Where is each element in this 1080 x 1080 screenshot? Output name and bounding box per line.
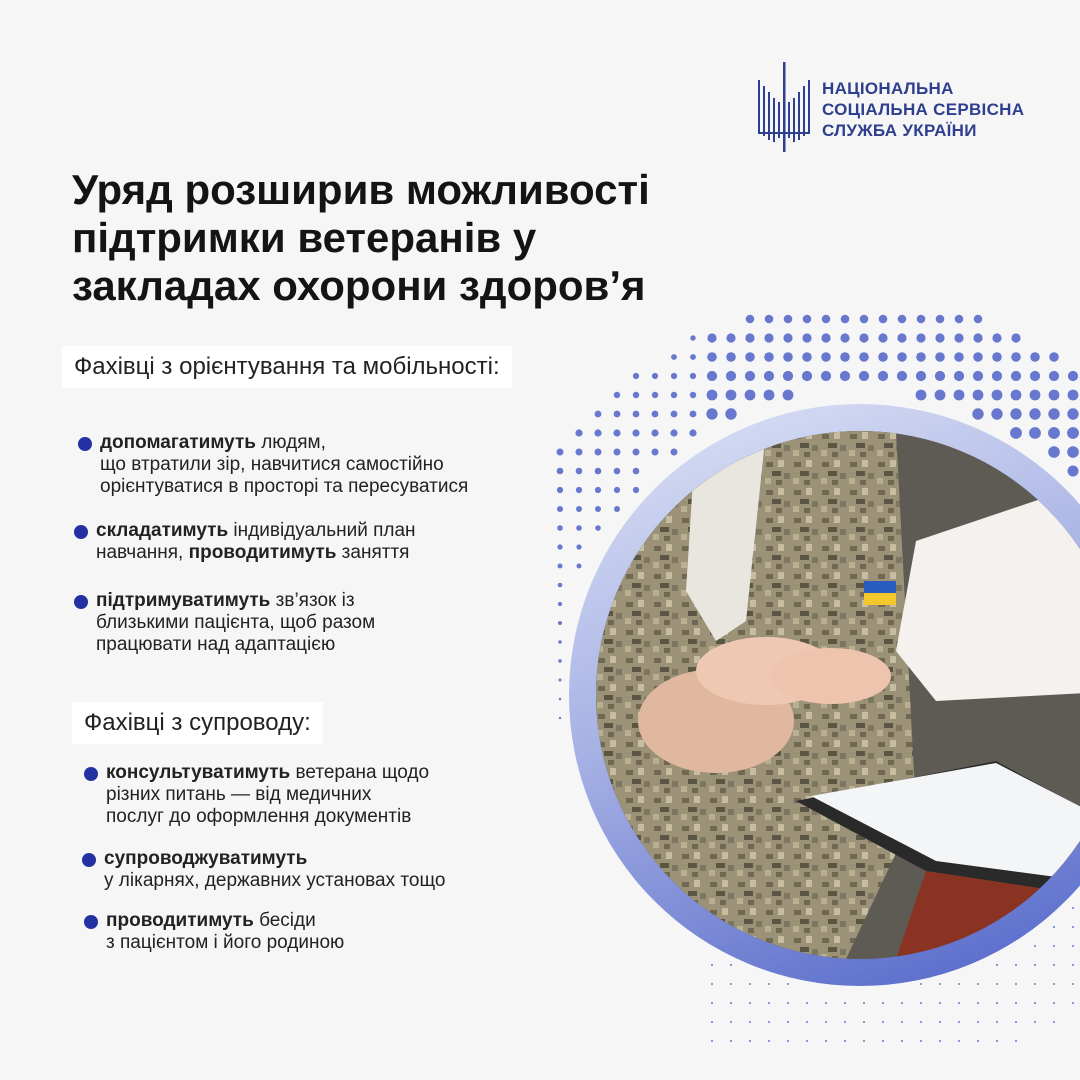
decor-dot xyxy=(706,408,717,419)
decor-dot xyxy=(802,371,812,381)
decor-dot xyxy=(1010,427,1022,439)
decor-dot xyxy=(768,1002,770,1004)
decor-dot xyxy=(595,449,602,456)
title-line-3: закладах охорони здоров’я xyxy=(72,262,646,309)
decor-dot xyxy=(576,468,583,475)
decor-dot xyxy=(977,1040,979,1042)
decor-dot xyxy=(614,411,621,418)
decor-dot xyxy=(707,371,717,381)
bullet-text: зв’язок із xyxy=(270,590,355,611)
decor-dot xyxy=(576,506,582,512)
decor-dot xyxy=(1053,1021,1055,1023)
decor-dot xyxy=(614,449,621,456)
decor-dot xyxy=(783,333,792,342)
decor-dot xyxy=(783,371,793,381)
decor-dot xyxy=(882,1040,884,1042)
decor-dot xyxy=(935,333,944,342)
decor-dot xyxy=(764,352,774,362)
decor-dot xyxy=(840,352,850,362)
decor-dot xyxy=(595,525,601,531)
bullet-keyword: допомагатимуть xyxy=(100,432,256,453)
decor-dot xyxy=(671,449,678,456)
decor-dot xyxy=(1030,390,1041,401)
bullet-dot-icon xyxy=(78,437,92,451)
decor-dot xyxy=(882,1002,884,1004)
decor-dot xyxy=(821,371,831,381)
bullet-text: працювати над адаптацією xyxy=(96,634,336,655)
decor-dot xyxy=(1015,1021,1017,1023)
decor-dot xyxy=(958,1040,960,1042)
decor-dot xyxy=(992,390,1003,401)
decor-dot xyxy=(633,411,640,418)
decor-dot xyxy=(972,408,983,419)
decor-dot xyxy=(916,371,926,381)
decor-dot xyxy=(803,315,812,324)
bullet-keyword: супроводжуватимуть xyxy=(104,848,308,869)
decor-dot xyxy=(844,1002,846,1004)
decor-dot xyxy=(726,371,736,381)
bullet-text: бесіди xyxy=(253,910,316,931)
list-item xyxy=(106,910,344,954)
decor-dot xyxy=(595,506,601,512)
decor-dot xyxy=(863,1021,865,1023)
decor-dot xyxy=(1072,926,1074,928)
page-title xyxy=(72,166,772,310)
decor-dot xyxy=(958,1002,960,1004)
bullet-keyword: консультуватимуть xyxy=(106,762,291,783)
decor-dot xyxy=(825,1040,827,1042)
decor-dot xyxy=(920,1021,922,1023)
bullet-keyword: складатимуть xyxy=(96,520,229,541)
list-item xyxy=(96,520,416,564)
decor-dot xyxy=(1011,352,1021,362)
list-item xyxy=(100,432,468,498)
decor-dot xyxy=(936,315,945,324)
decor-dot xyxy=(859,352,869,362)
decor-dot xyxy=(690,392,696,398)
decor-dot xyxy=(690,373,696,379)
decor-dot xyxy=(1048,446,1060,458)
decor-dot xyxy=(633,373,639,379)
bullet-text: що втратили зір, навчитися самостійно xyxy=(100,454,444,475)
decor-dot xyxy=(822,315,831,324)
decor-dot xyxy=(1068,371,1078,381)
decor-dot xyxy=(745,371,755,381)
decor-dot xyxy=(787,983,789,985)
decor-dot xyxy=(844,1021,846,1023)
trident-logo-icon xyxy=(756,62,816,152)
decor-dot xyxy=(859,333,868,342)
decor-dot xyxy=(558,564,563,569)
decor-dot xyxy=(992,352,1002,362)
decor-dot xyxy=(613,429,620,436)
decor-dot xyxy=(920,983,922,985)
decor-dot xyxy=(1011,333,1020,342)
decor-dot xyxy=(576,449,583,456)
decor-dot xyxy=(711,1002,713,1004)
decor-dot xyxy=(1029,408,1040,419)
logo-wordmark xyxy=(822,78,1024,141)
decor-dot xyxy=(559,717,561,719)
decor-dot xyxy=(1011,371,1021,381)
decor-dot xyxy=(614,392,620,398)
decor-dot xyxy=(614,487,620,493)
decor-dot xyxy=(935,352,945,362)
decor-dot xyxy=(576,525,582,531)
decor-dot xyxy=(558,621,562,625)
title-line-2: підтримки ветеранів у xyxy=(72,214,537,261)
decor-dot xyxy=(652,373,658,379)
decor-dot xyxy=(973,390,984,401)
title-line-1: Уряд розширив можливості xyxy=(72,166,650,213)
decor-dot xyxy=(595,411,602,418)
decor-dot xyxy=(955,315,964,324)
bullet-text: людям, xyxy=(255,432,326,453)
bullet-dot-icon xyxy=(84,767,98,781)
decor-dot xyxy=(860,315,869,324)
decor-dot xyxy=(575,429,582,436)
decor-dot xyxy=(633,449,640,456)
decor-dot xyxy=(806,1040,808,1042)
decor-dot xyxy=(670,429,677,436)
bullet-text: близькими пацієнта, щоб разом xyxy=(96,612,376,633)
decor-dot xyxy=(806,1002,808,1004)
decor-dot xyxy=(730,983,732,985)
logo-line-1: НАЦІОНАЛЬНА xyxy=(822,79,954,98)
decor-dot xyxy=(633,392,639,398)
decor-dot xyxy=(878,333,887,342)
decor-dot xyxy=(935,390,946,401)
decor-dot xyxy=(901,1021,903,1023)
decor-dot xyxy=(901,1002,903,1004)
decor-dot xyxy=(916,390,927,401)
decor-dot xyxy=(920,1002,922,1004)
decor-dot xyxy=(840,333,849,342)
decor-dot xyxy=(764,333,773,342)
decor-dot xyxy=(768,1021,770,1023)
decor-dot xyxy=(882,1021,884,1023)
decor-dot xyxy=(1030,371,1040,381)
decor-dot xyxy=(996,983,998,985)
decor-dot xyxy=(954,390,965,401)
decor-dot xyxy=(1015,1040,1017,1042)
decor-dot xyxy=(821,352,831,362)
decor-dot xyxy=(614,506,620,512)
decor-dot xyxy=(671,373,677,379)
decor-dot xyxy=(1034,1002,1036,1004)
logo-line-2: СОЦІАЛЬНА СЕРВІСНА xyxy=(822,100,1025,119)
decor-dot xyxy=(671,411,678,418)
decor-dot xyxy=(707,333,716,342)
decor-dot xyxy=(878,352,888,362)
decor-dot xyxy=(920,1040,922,1042)
decor-dot xyxy=(996,1002,998,1004)
decor-dot xyxy=(711,983,713,985)
decor-dot xyxy=(1072,945,1074,947)
decor-dot xyxy=(787,1021,789,1023)
decor-dot xyxy=(707,352,717,362)
decor-dot xyxy=(783,352,793,362)
decor-dot xyxy=(768,1040,770,1042)
decor-dot xyxy=(806,1021,808,1023)
decor-dot xyxy=(576,544,581,549)
decor-dot xyxy=(991,408,1002,419)
decor-dot xyxy=(977,983,979,985)
decor-dot xyxy=(558,659,561,662)
decor-dot xyxy=(690,335,695,340)
decor-dot xyxy=(557,487,563,493)
decor-dot xyxy=(577,564,582,569)
decor-dot xyxy=(954,352,964,362)
decor-dot xyxy=(652,392,658,398)
decor-dot xyxy=(841,315,850,324)
decor-dot xyxy=(1034,983,1036,985)
decor-dot xyxy=(898,315,907,324)
decor-dot xyxy=(633,487,639,493)
decor-dot xyxy=(1029,427,1041,439)
decor-dot xyxy=(802,333,811,342)
decor-dot xyxy=(557,449,564,456)
section-label-mobility: Фахівці з орієнтування та мобільності: xyxy=(62,346,512,388)
decor-dot xyxy=(765,315,774,324)
decor-dot xyxy=(745,333,754,342)
decor-dot xyxy=(690,354,696,360)
decor-dot xyxy=(1053,1002,1055,1004)
decor-dot xyxy=(1053,964,1055,966)
bullet-keyword: підтримуватимуть xyxy=(96,590,271,611)
decor-dot xyxy=(558,640,562,644)
decor-dot xyxy=(939,1021,941,1023)
bullet-dot-icon xyxy=(82,853,96,867)
decor-dot xyxy=(939,1040,941,1042)
decor-dot xyxy=(1053,945,1055,947)
decor-dot xyxy=(746,315,755,324)
decor-dot xyxy=(1067,446,1079,458)
decor-dot xyxy=(632,429,639,436)
bullet-text: орієнтуватися в просторі та пересуватися xyxy=(100,476,469,497)
decor-dot xyxy=(878,371,888,381)
decor-dot xyxy=(652,449,659,456)
decor-dot xyxy=(558,602,562,606)
decor-dot xyxy=(1049,352,1059,362)
decor-dot xyxy=(557,506,563,512)
decor-dot xyxy=(897,371,907,381)
decor-dot xyxy=(977,1021,979,1023)
decor-dot xyxy=(559,698,562,701)
decor-dot xyxy=(730,1002,732,1004)
decor-dot xyxy=(1048,427,1060,439)
decor-dot xyxy=(996,1040,998,1042)
decor-dot xyxy=(730,1021,732,1023)
decor-dot xyxy=(633,468,640,475)
decor-dot xyxy=(996,1021,998,1023)
decor-dot xyxy=(863,1040,865,1042)
bullet-text: послуг до оформлення документів xyxy=(106,806,412,827)
decor-dot xyxy=(992,371,1002,381)
decor-dot xyxy=(595,468,602,475)
decor-dot xyxy=(614,468,621,475)
decor-dot xyxy=(1048,408,1059,419)
decor-dot xyxy=(784,315,793,324)
bullet-keyword: проводитимуть xyxy=(188,542,337,563)
list-item xyxy=(104,848,445,892)
decor-dot xyxy=(916,333,925,342)
decor-dot xyxy=(651,429,658,436)
decor-dot xyxy=(730,1040,732,1042)
decor-dot xyxy=(901,1040,903,1042)
decor-dot xyxy=(1072,964,1074,966)
decor-dot xyxy=(711,964,713,966)
bullet-text: з пацієнтом і його родиною xyxy=(106,932,345,953)
decor-dot xyxy=(745,352,755,362)
decor-dot xyxy=(916,352,926,362)
decor-dot xyxy=(1011,390,1022,401)
bullet-keyword: проводитимуть xyxy=(106,910,254,931)
decor-dot xyxy=(711,1021,713,1023)
bullet-text: індивідуальний план xyxy=(228,520,416,541)
decor-dot xyxy=(859,371,869,381)
decor-dot xyxy=(764,390,775,401)
decor-dot xyxy=(897,352,907,362)
decor-dot xyxy=(690,411,697,418)
decor-dot xyxy=(764,371,774,381)
decor-dot xyxy=(840,371,850,381)
nssu-logo xyxy=(756,62,1056,152)
decor-dot xyxy=(1015,964,1017,966)
decor-dot xyxy=(1072,983,1074,985)
decor-dot xyxy=(1010,408,1021,419)
decor-dot xyxy=(783,390,794,401)
decor-dot xyxy=(1030,352,1040,362)
decor-dot xyxy=(863,1002,865,1004)
decor-dot xyxy=(974,315,983,324)
decor-dot xyxy=(844,1040,846,1042)
bullet-text: різних питань — від медичних xyxy=(106,784,372,805)
decor-dot xyxy=(897,333,906,342)
decor-dot xyxy=(671,354,677,360)
decor-dot xyxy=(1034,945,1036,947)
list-item xyxy=(96,590,375,656)
decor-dot xyxy=(1067,408,1078,419)
decor-dot xyxy=(652,411,659,418)
decor-dot xyxy=(1068,466,1079,477)
decor-dot xyxy=(939,1002,941,1004)
decor-dot xyxy=(726,390,737,401)
decor-dot xyxy=(595,487,601,493)
decor-dot xyxy=(726,352,736,362)
decor-dot xyxy=(1034,964,1036,966)
bullet-dot-icon xyxy=(84,915,98,929)
decor-dot xyxy=(787,1002,789,1004)
list-item xyxy=(106,762,429,828)
decor-dot xyxy=(973,371,983,381)
decor-dot xyxy=(821,333,830,342)
decor-dot xyxy=(935,371,945,381)
decor-dot xyxy=(954,333,963,342)
decor-dot xyxy=(711,1040,713,1042)
decor-dot xyxy=(958,1021,960,1023)
decor-dot xyxy=(1072,1002,1074,1004)
decor-dot xyxy=(725,408,736,419)
decor-dot xyxy=(745,390,756,401)
decor-dot xyxy=(1067,427,1079,439)
decor-dot xyxy=(576,487,582,493)
bullet-dot-icon xyxy=(74,525,88,539)
decor-dot xyxy=(939,983,941,985)
decor-dot xyxy=(557,468,564,475)
bullet-text: ветерана щодо xyxy=(290,762,430,783)
decor-dot xyxy=(825,1021,827,1023)
ukraine-flag-icon xyxy=(864,581,896,593)
section-label-support: Фахівці з супроводу: xyxy=(72,702,323,744)
decor-dot xyxy=(768,983,770,985)
decor-dot xyxy=(1053,926,1055,928)
bullet-text: заняття xyxy=(336,542,410,563)
decor-dot xyxy=(558,583,563,588)
decor-dot xyxy=(917,315,926,324)
decor-dot xyxy=(996,964,998,966)
bullet-dot-icon xyxy=(74,595,88,609)
decor-dot xyxy=(749,1021,751,1023)
decor-dot xyxy=(749,1040,751,1042)
decor-dot xyxy=(973,352,983,362)
decor-dot xyxy=(1015,1002,1017,1004)
decor-dot xyxy=(726,333,735,342)
decor-dot xyxy=(730,964,732,966)
decor-dot xyxy=(1049,390,1060,401)
decor-dot xyxy=(802,352,812,362)
decor-dot xyxy=(1034,1021,1036,1023)
decor-dot xyxy=(1049,371,1059,381)
decor-dot xyxy=(749,1002,751,1004)
logo-line-3: СЛУЖБА УКРАЇНИ xyxy=(822,121,977,140)
decor-dot xyxy=(977,1002,979,1004)
decor-dot xyxy=(879,315,888,324)
decor-dot xyxy=(825,1002,827,1004)
decor-dot xyxy=(707,390,718,401)
bullet-text: навчання, xyxy=(96,542,189,563)
decor-dot xyxy=(557,544,562,549)
decor-dot xyxy=(787,1040,789,1042)
bullet-text: у лікарнях, державних установах тощо xyxy=(104,870,446,891)
decor-dot xyxy=(557,525,563,531)
decor-dot xyxy=(594,429,601,436)
decor-dot xyxy=(689,429,696,436)
decor-dot xyxy=(1068,390,1079,401)
decor-dot xyxy=(992,333,1001,342)
decor-dot xyxy=(559,679,562,682)
decor-dot xyxy=(973,333,982,342)
decor-dot xyxy=(749,983,751,985)
decor-dot xyxy=(958,983,960,985)
decor-dot xyxy=(1072,907,1074,909)
decor-dot xyxy=(954,371,964,381)
decor-dot xyxy=(1053,983,1055,985)
decor-dot xyxy=(671,392,677,398)
decor-dot xyxy=(1015,983,1017,985)
